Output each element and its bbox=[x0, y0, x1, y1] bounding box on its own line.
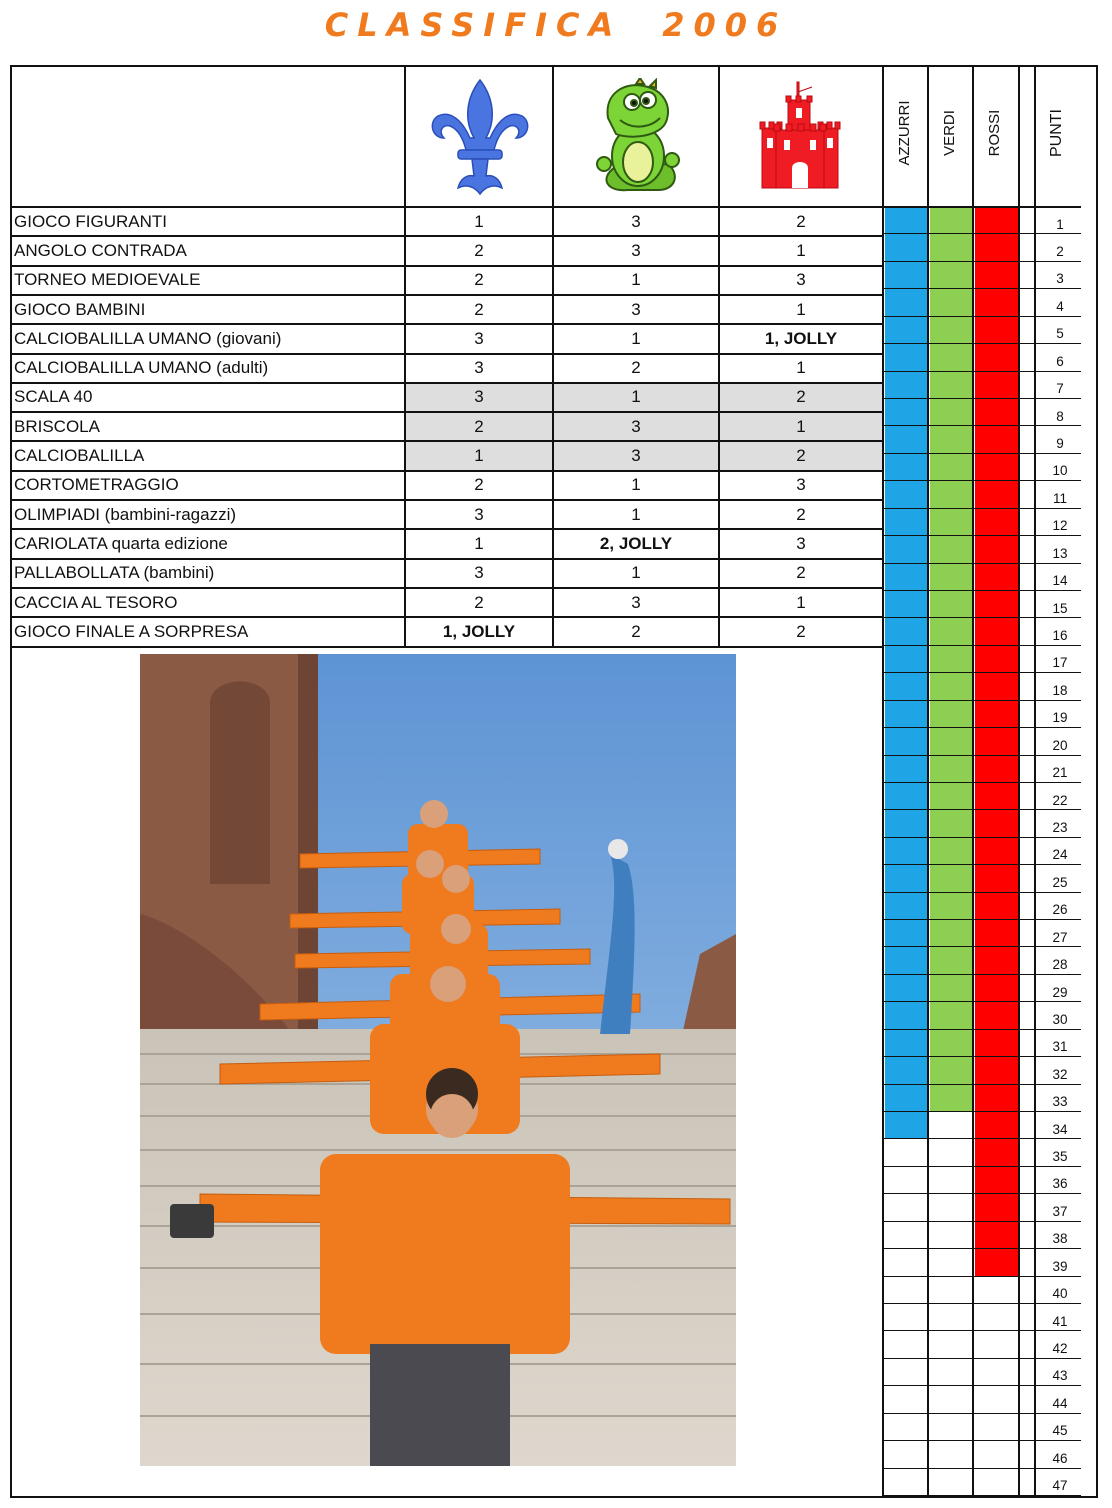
score-azzurri: 3 bbox=[474, 387, 484, 407]
game-name: PALLABOLLATA (bambini) bbox=[14, 563, 215, 583]
game-name: GIOCO BAMBINI bbox=[14, 299, 146, 319]
points-divider bbox=[883, 1193, 1081, 1194]
points-number: 38 bbox=[1052, 1231, 1068, 1247]
points-divider bbox=[883, 892, 1081, 893]
score-azzurri: 2 bbox=[474, 240, 484, 260]
score-azzurri: 3 bbox=[474, 504, 484, 524]
game-name: CACCIA AL TESORO bbox=[14, 592, 178, 612]
score-verdi: 1 bbox=[631, 475, 641, 495]
game-name: CALCIOBALILLA UMANO (giovani) bbox=[14, 328, 282, 348]
score-rossi: 2 bbox=[796, 387, 806, 407]
score-verdi: 1 bbox=[631, 328, 641, 348]
score-rossi: 3 bbox=[796, 270, 806, 290]
score-azzurri: 2 bbox=[474, 416, 484, 436]
points-number: 2 bbox=[1056, 244, 1064, 260]
points-divider bbox=[883, 1413, 1081, 1414]
score-rossi: 1 bbox=[796, 592, 806, 612]
score-azzurri: 2 bbox=[474, 475, 484, 495]
score-azzurri: 2 bbox=[474, 592, 484, 612]
game-name: CALCIOBALILLA UMANO (adulti) bbox=[14, 358, 269, 378]
points-number: 20 bbox=[1052, 737, 1068, 753]
points-number: 26 bbox=[1052, 902, 1068, 918]
points-number: 21 bbox=[1052, 765, 1068, 781]
points-number: 33 bbox=[1052, 1094, 1068, 1110]
points-divider bbox=[883, 453, 1081, 454]
column-divider bbox=[1034, 65, 1036, 1496]
column-divider bbox=[972, 65, 974, 1496]
score-verdi: 1 bbox=[631, 270, 641, 290]
points-number: 42 bbox=[1052, 1341, 1068, 1357]
score-verdi: 1 bbox=[631, 563, 641, 583]
game-name: CALCIOBALILLA bbox=[14, 446, 145, 466]
score-azzurri: 1 bbox=[474, 446, 484, 466]
score-rossi: 2 bbox=[796, 621, 806, 641]
points-number: 45 bbox=[1052, 1423, 1068, 1439]
points-number: 46 bbox=[1052, 1450, 1068, 1466]
team-label-rossi: ROSSI bbox=[986, 109, 1003, 157]
score-azzurri: 3 bbox=[474, 563, 484, 583]
points-number: 35 bbox=[1052, 1149, 1068, 1165]
points-divider bbox=[883, 480, 1081, 481]
score-verdi: 3 bbox=[631, 446, 641, 466]
score-rossi: 1 bbox=[796, 299, 806, 319]
points-divider bbox=[883, 1001, 1081, 1002]
score-azzurri: 2 bbox=[474, 299, 484, 319]
score-rossi: 1 bbox=[796, 358, 806, 378]
points-divider bbox=[883, 563, 1081, 564]
points-divider bbox=[883, 1385, 1081, 1386]
points-number: 40 bbox=[1052, 1286, 1068, 1302]
points-divider bbox=[883, 782, 1081, 783]
points-number: 10 bbox=[1052, 463, 1068, 479]
score-azzurri: 1 bbox=[474, 211, 484, 231]
score-rossi: 2 bbox=[796, 504, 806, 524]
points-number: 32 bbox=[1052, 1066, 1068, 1082]
points-number: 47 bbox=[1052, 1478, 1068, 1494]
points-divider bbox=[883, 288, 1081, 289]
game-name: CARIOLATA quarta edizione bbox=[14, 533, 228, 553]
points-number: 19 bbox=[1052, 710, 1068, 726]
points-divider bbox=[883, 425, 1081, 426]
game-name: GIOCO FIGURANTI bbox=[14, 211, 167, 231]
score-verdi: 3 bbox=[631, 211, 641, 231]
points-number: 31 bbox=[1052, 1039, 1068, 1055]
points-divider bbox=[883, 1166, 1081, 1167]
column-divider bbox=[927, 65, 929, 1496]
points-divider bbox=[883, 727, 1081, 728]
points-divider bbox=[883, 1276, 1081, 1277]
points-divider bbox=[883, 1248, 1081, 1249]
points-divider bbox=[883, 1468, 1081, 1469]
team-label-azzurri: AZZURRI bbox=[895, 100, 913, 166]
game-name: CORTOMETRAGGIO bbox=[14, 475, 179, 495]
points-divider bbox=[883, 809, 1081, 810]
points-number: 15 bbox=[1052, 600, 1068, 616]
title-word: CLASSIFICA bbox=[324, 6, 623, 44]
points-divider bbox=[883, 1358, 1081, 1359]
dragon-icon bbox=[592, 78, 682, 196]
score-rossi: 3 bbox=[796, 533, 806, 553]
points-divider bbox=[883, 1056, 1081, 1057]
score-verdi: 1 bbox=[631, 387, 641, 407]
points-number: 11 bbox=[1052, 490, 1067, 506]
points-number: 14 bbox=[1052, 573, 1068, 589]
points-number: 18 bbox=[1052, 682, 1068, 698]
score-azzurri: 3 bbox=[474, 328, 484, 348]
points-number: 17 bbox=[1052, 655, 1068, 671]
points-number: 23 bbox=[1052, 819, 1068, 835]
points-number: 28 bbox=[1052, 957, 1068, 973]
points-divider bbox=[883, 1029, 1081, 1030]
points-divider bbox=[883, 1303, 1081, 1304]
score-verdi: 3 bbox=[631, 240, 641, 260]
points-number: 22 bbox=[1052, 792, 1068, 808]
score-azzurri: 1 bbox=[474, 533, 484, 553]
points-divider bbox=[883, 755, 1081, 756]
points-divider bbox=[883, 371, 1081, 372]
points-divider bbox=[883, 1221, 1081, 1222]
points-number: 44 bbox=[1052, 1395, 1068, 1411]
points-divider bbox=[883, 316, 1081, 317]
points-divider bbox=[883, 1111, 1081, 1112]
points-divider bbox=[883, 645, 1081, 646]
fleur-de-lis-icon bbox=[420, 76, 540, 198]
score-verdi: 3 bbox=[631, 592, 641, 612]
points-number: 25 bbox=[1052, 874, 1068, 890]
points-divider bbox=[883, 508, 1081, 509]
points-divider bbox=[883, 590, 1081, 591]
score-rossi: 1 bbox=[796, 240, 806, 260]
points-number: 5 bbox=[1056, 326, 1064, 342]
points-number: 37 bbox=[1052, 1203, 1068, 1219]
points-divider bbox=[883, 535, 1081, 536]
team-photo bbox=[140, 654, 736, 1466]
points-label: PUNTI bbox=[1048, 109, 1065, 157]
score-rossi: 1, JOLLY bbox=[764, 328, 838, 348]
game-name: ANGOLO CONTRADA bbox=[14, 240, 187, 260]
points-number: 43 bbox=[1052, 1368, 1068, 1384]
score-rossi: 2 bbox=[796, 446, 806, 466]
score-rossi: 3 bbox=[796, 475, 806, 495]
page-title bbox=[0, 6, 1112, 44]
points-number: 27 bbox=[1052, 929, 1068, 945]
points-divider bbox=[883, 1440, 1081, 1441]
points-number: 29 bbox=[1052, 984, 1068, 1000]
score-rossi: 2 bbox=[796, 211, 806, 231]
points-number: 12 bbox=[1052, 518, 1068, 534]
points-divider bbox=[883, 919, 1081, 920]
score-bar-rossi bbox=[975, 207, 1019, 1277]
score-verdi: 2 bbox=[631, 621, 641, 641]
score-verdi: 1 bbox=[631, 504, 641, 524]
points-number: 8 bbox=[1056, 408, 1064, 424]
game-name: BRISCOLA bbox=[14, 416, 100, 436]
score-azzurri: 3 bbox=[474, 358, 484, 378]
score-verdi: 3 bbox=[631, 299, 641, 319]
points-number: 41 bbox=[1052, 1313, 1068, 1329]
points-number: 36 bbox=[1052, 1176, 1068, 1192]
score-azzurri: 1, JOLLY bbox=[442, 621, 516, 641]
game-name: SCALA 40 bbox=[14, 387, 93, 407]
points-divider bbox=[883, 261, 1081, 262]
points-divider bbox=[883, 1330, 1081, 1331]
points-number: 16 bbox=[1052, 627, 1068, 643]
column-divider bbox=[1018, 65, 1020, 1496]
score-rossi: 1 bbox=[796, 416, 806, 436]
score-verdi: 3 bbox=[631, 416, 641, 436]
score-verdi: 2 bbox=[631, 358, 641, 378]
points-number: 9 bbox=[1056, 436, 1064, 451]
points-divider bbox=[883, 1084, 1081, 1085]
title-year: 2006 bbox=[662, 6, 788, 44]
points-number: 1 bbox=[1056, 216, 1064, 232]
points-number: 7 bbox=[1056, 381, 1064, 397]
points-divider bbox=[883, 837, 1081, 838]
points-number: 24 bbox=[1052, 847, 1068, 863]
score-verdi: 2, JOLLY bbox=[599, 533, 673, 553]
points-number: 13 bbox=[1052, 545, 1068, 561]
points-divider bbox=[883, 1138, 1081, 1139]
points-divider bbox=[883, 946, 1081, 947]
team-label-verdi: VERDI bbox=[940, 110, 958, 156]
score-rossi: 2 bbox=[796, 563, 806, 583]
points-divider bbox=[883, 398, 1081, 399]
points-divider bbox=[883, 700, 1081, 701]
points-divider bbox=[883, 974, 1081, 975]
points-divider bbox=[883, 617, 1081, 618]
score-bar-azzurri bbox=[885, 207, 928, 1139]
points-number: 4 bbox=[1056, 298, 1064, 314]
points-number: 30 bbox=[1052, 1011, 1068, 1027]
points-number: 6 bbox=[1056, 353, 1064, 369]
points-number: 39 bbox=[1052, 1258, 1068, 1274]
points-divider bbox=[883, 672, 1081, 673]
game-name: GIOCO FINALE A SORPRESA bbox=[14, 621, 249, 641]
points-divider bbox=[883, 864, 1081, 865]
points-number: 3 bbox=[1056, 271, 1064, 287]
points-divider bbox=[883, 1495, 1081, 1496]
castle-icon bbox=[758, 80, 842, 196]
game-name: TORNEO MEDIOEVALE bbox=[14, 270, 201, 290]
points-divider bbox=[883, 233, 1081, 234]
score-azzurri: 2 bbox=[474, 270, 484, 290]
points-number: 34 bbox=[1052, 1121, 1068, 1137]
game-name: OLIMPIADI (bambini-ragazzi) bbox=[14, 504, 237, 524]
points-divider bbox=[883, 343, 1081, 344]
